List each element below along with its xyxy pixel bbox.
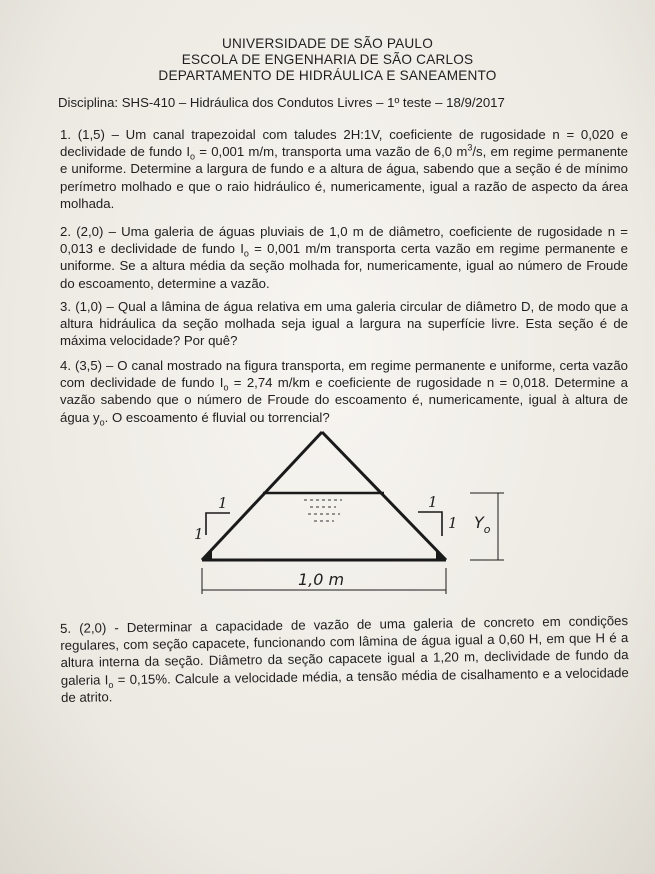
question-4-text-c: . O escoamento é fluvial ou torrencial? [104, 409, 330, 425]
question-4-text-a: 4. (3,5) – O canal mostrado na figura transporta, em regime permanente e uniforme, certa vazão com declividade de fundo I [60, 358, 628, 391]
left-slope-triangle [206, 513, 230, 535]
question-3 [60, 298, 628, 350]
question-2-text-a: 2. (2,0) – Uma galeria de águas pluviais de 1,0 m de diâmetro, coeficiente de rugosidade n = 0,013 e declividade de fundo I [60, 224, 628, 257]
depth-label-sub: o [483, 523, 491, 536]
question-4 [60, 357, 628, 426]
question-4-sub-a: o [223, 382, 229, 393]
question-5-text-a: 5. (2,0) - Determinar a capacidade de vazão de uma galeria de concreto em condições regulares, com seção capacete, funcionando com lâmina de água igual a 0,60 H, em que H é a altura interna da seção. Diâmetro da seção capacete igual a 1,20 m, declividade de fundo da galeria I [60, 613, 629, 688]
question-1-text-a: 1. (1,5) – Um canal trapezoidal com taludes 2H:1V, coeficiente de rugosidade n = 0,020 e declividade de fundo I [60, 127, 628, 160]
right-slope-triangle [418, 512, 442, 536]
right-slope-side-label: 1 [448, 514, 458, 532]
question-3-text: 3. (1,0) – Qual a lâmina de água relativa em uma galeria circular de diâmetro D, de modo que a altura hidráulica da seção molhada seja igual a largura na superfície livre. Esta seção é de máxima velocidade? Por quê? [60, 299, 628, 349]
question-4-text-b: = 2,74 m/km e coeficiente de rugosidade n = 0,018. Determine a vazão sabendo que o número de Froude do escoamento é, numericamente, igual à altura de água y [60, 375, 629, 425]
base-width-label: 1,0 m [298, 570, 345, 589]
water-ripples [304, 500, 342, 521]
question-1-text-b: = 0,001 m/m, transporta uma vazão de 6,0 m [195, 144, 468, 160]
right-slope-top-label: 1 [428, 493, 438, 511]
question-2-sub-a: o [243, 248, 249, 259]
question-2-text-b: = 0,001 m/m transporta certa vazão em regime permanente e uniforme. Se a altura média da seção molhada for, numericamente, igual ao número de Froude do escoamento, determine a vazão. [60, 241, 628, 291]
channel-diagram [180, 420, 520, 610]
university-name: UNIVERSIDADE DE SÃO PAULO [222, 36, 433, 51]
left-slope-top-label: 1 [218, 494, 228, 512]
question-5-text-b: = 0,15%. Calcule a velocidade média, a tensão média de cisalhamento e a velocidade de atrito. [60, 664, 629, 705]
depth-label: $Y_o$ [474, 513, 491, 536]
triangular-channel-figure [180, 420, 520, 610]
left-slope-side-label: 1 [194, 525, 204, 543]
question-5 [60, 612, 629, 706]
question-4-sub-b: o [99, 417, 105, 428]
department-name: DEPARTAMENTO DE HIDRÁULICA E SANEAMENTO [158, 68, 497, 83]
question-1-sup-b: 3 [467, 142, 473, 153]
question-2 [60, 223, 628, 292]
subject-line: Disciplina: SHS-410 – Hidráulica dos Condutos Livres – 1º teste – 18/9/2017 [58, 95, 505, 110]
question-1 [60, 126, 628, 212]
question-1-text-c: /s, em regime permanente e uniforme. Determine a largura de fundo e a altura de água, sabendo que a seção é de mínimo perímetro molhado e que o raio hidráulico é, numericamente, igual a razão de aspecto da área molhada. [60, 144, 628, 211]
question-1-sub-a: o [190, 151, 196, 162]
school-name: ESCOLA DE ENGENHARIA DE SÃO CARLOS [181, 52, 474, 67]
institution-header [0, 36, 655, 84]
question-5-sub-a: o [108, 679, 114, 690]
